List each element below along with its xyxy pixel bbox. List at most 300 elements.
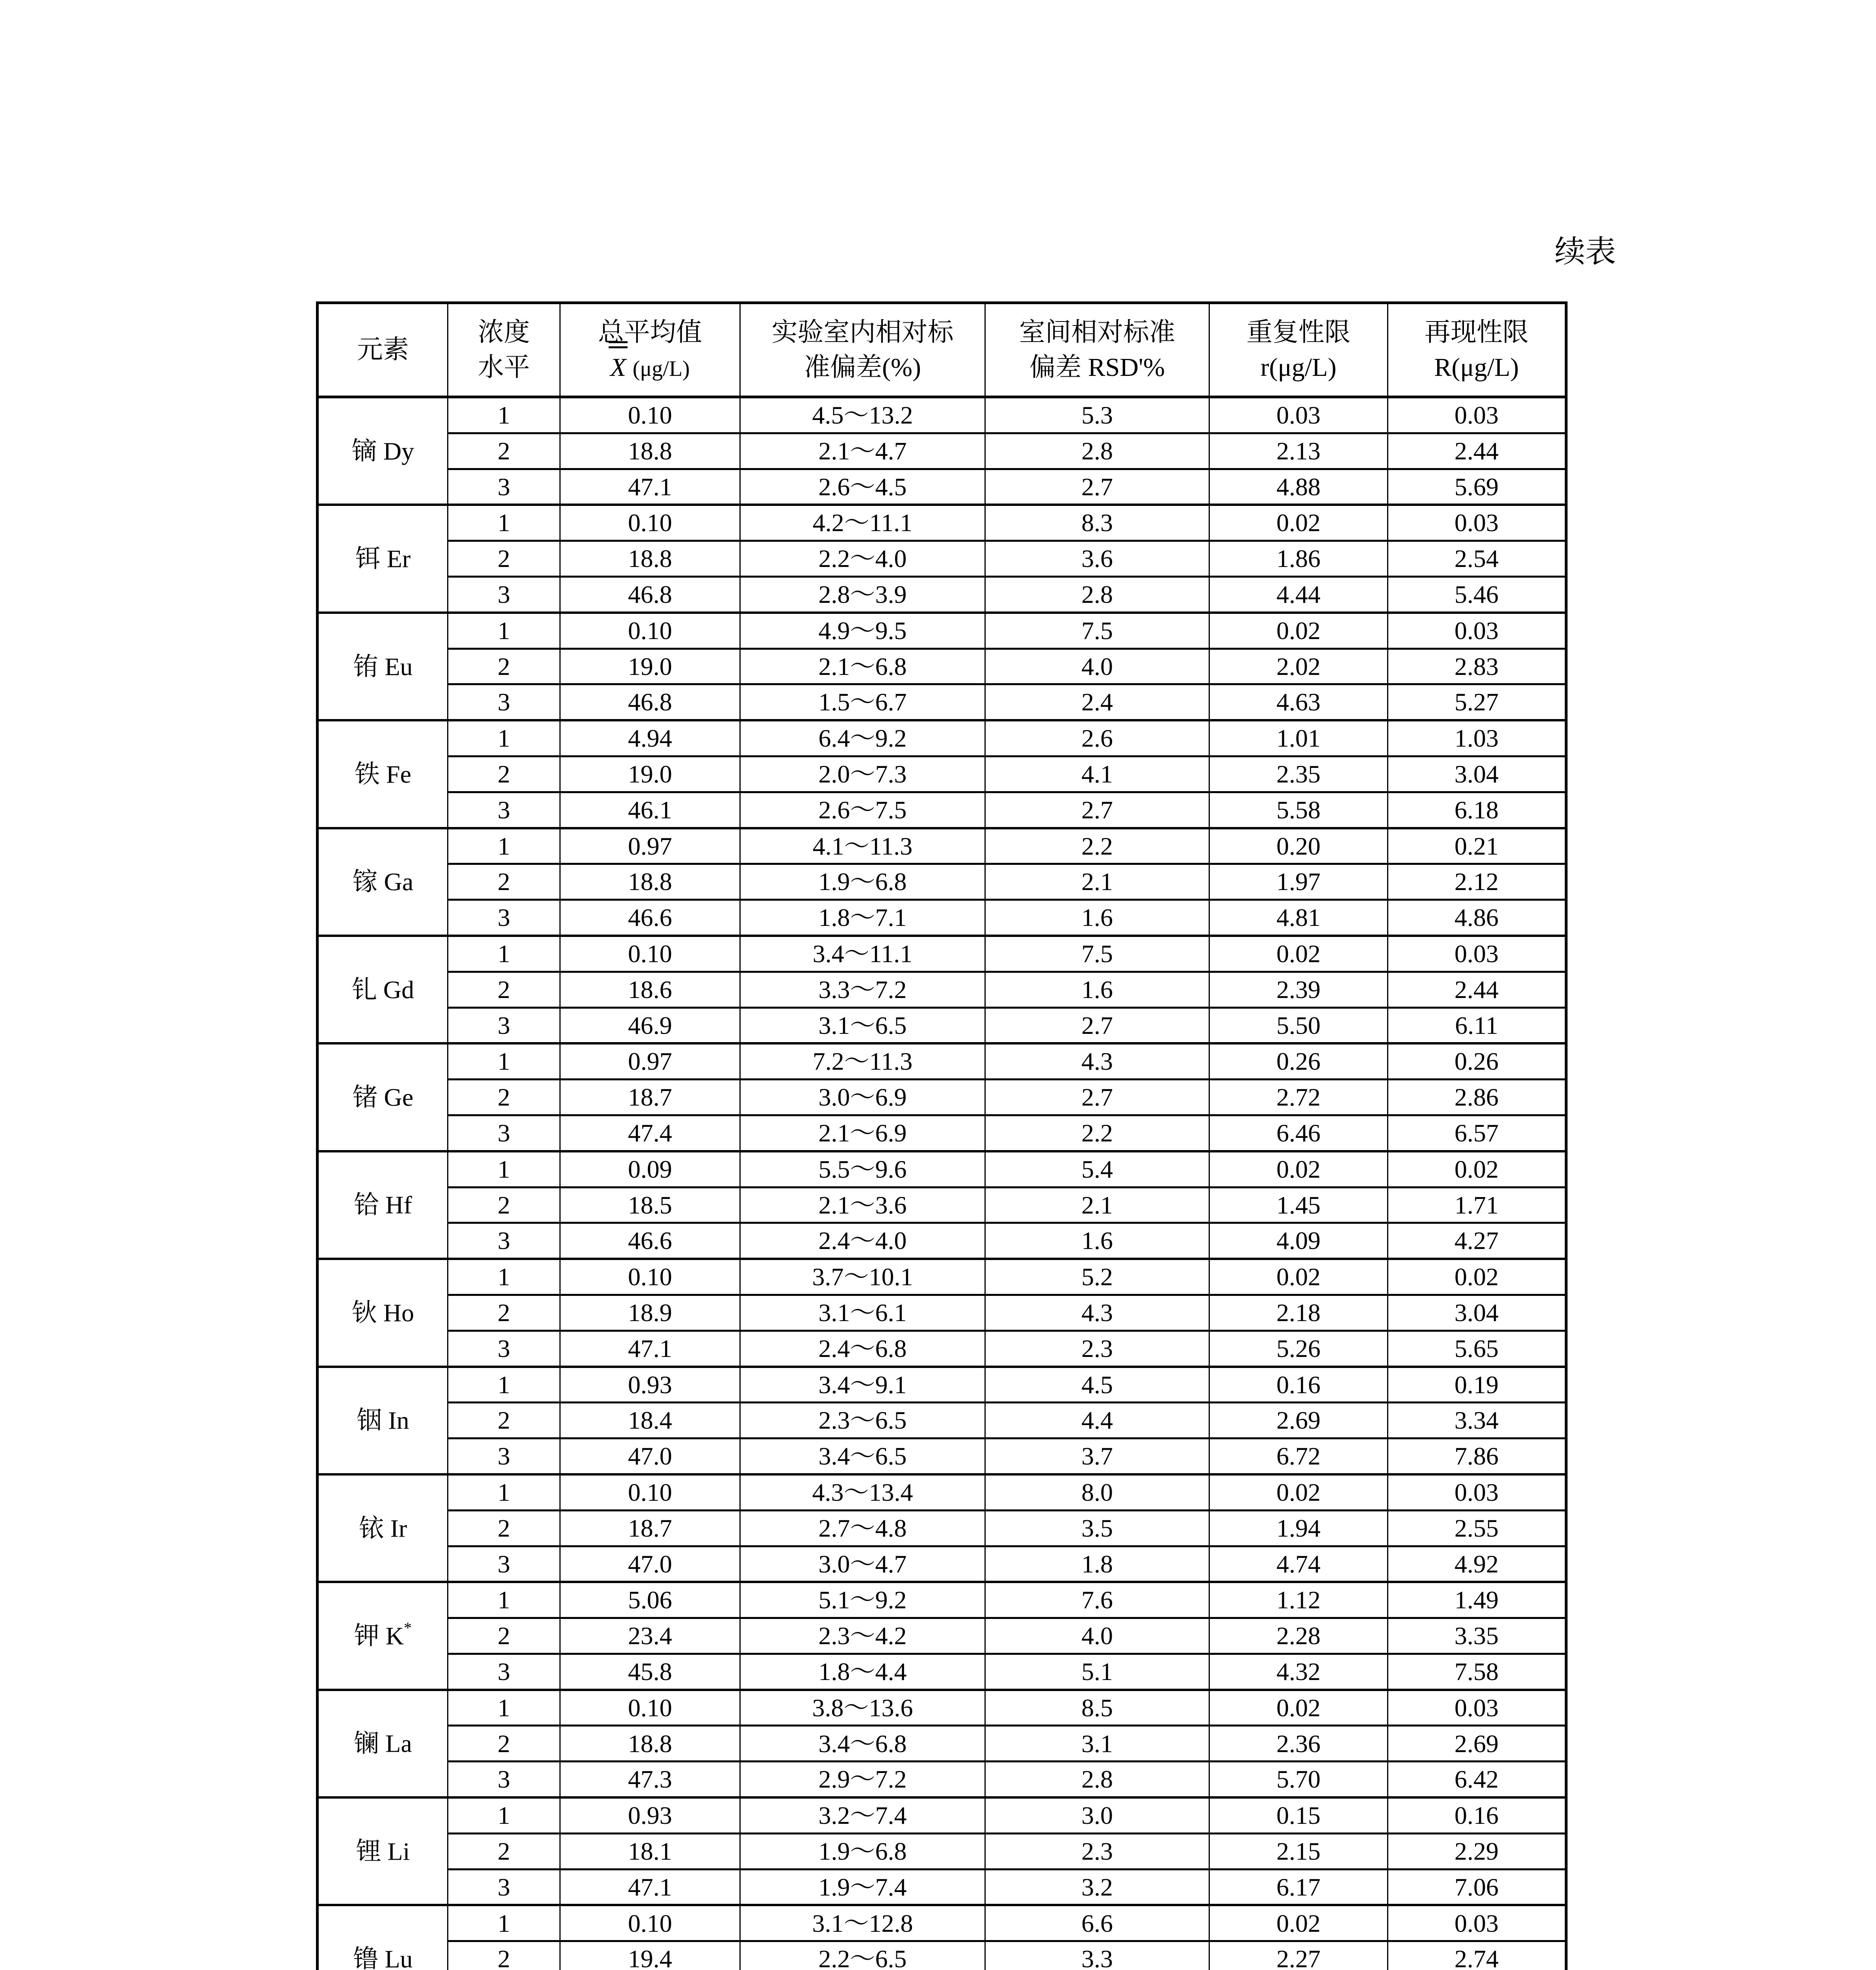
intra-lab-rsd-range: 2.2～6.5 xyxy=(740,1941,985,1970)
repeatability-limit-value: 2.28 xyxy=(1209,1618,1388,1654)
element-name-cell xyxy=(318,1690,448,1797)
element-name-cell xyxy=(318,1474,448,1582)
intra-lab-rsd-range: 2.1～6.8 xyxy=(740,649,985,684)
inter-lab-rsd-value: 5.2 xyxy=(985,1259,1209,1295)
concentration-level: 3 xyxy=(448,576,560,612)
table-row xyxy=(318,1331,1566,1366)
grand-mean-value: 46.8 xyxy=(560,684,740,720)
grand-mean-value: 0.10 xyxy=(560,1259,740,1295)
reproducibility-limit-value: 1.71 xyxy=(1388,1187,1566,1223)
concentration-level: 1 xyxy=(448,720,560,756)
repeatability-limit-value: 0.26 xyxy=(1209,1043,1388,1079)
inter-lab-rsd-value: 3.6 xyxy=(985,541,1209,577)
inter-lab-rsd-value: 2.3 xyxy=(985,1833,1209,1869)
table-row xyxy=(318,756,1566,792)
intra-lab-rsd-range: 3.7～10.1 xyxy=(740,1259,985,1295)
intra-lab-rsd-range: 2.0～7.3 xyxy=(740,756,985,792)
element-name: 钆 Gd xyxy=(351,976,414,1004)
reproducibility-limit-value: 2.74 xyxy=(1388,1941,1566,1970)
grand-mean-value: 47.0 xyxy=(560,1438,740,1474)
table-row xyxy=(318,505,1566,541)
grand-mean-value: 0.10 xyxy=(560,397,740,433)
repeatability-limit-value: 2.27 xyxy=(1209,1941,1388,1970)
header-repeat-line2: r(μg/L) xyxy=(1260,353,1337,382)
reproducibility-limit-value: 2.44 xyxy=(1388,972,1566,1007)
concentration-level: 3 xyxy=(448,900,560,936)
element-group xyxy=(318,505,1566,612)
intra-lab-rsd-range: 1.8～4.4 xyxy=(740,1654,985,1689)
inter-lab-rsd-value: 7.6 xyxy=(985,1582,1209,1618)
inter-lab-rsd-value: 4.3 xyxy=(985,1295,1209,1331)
header-level-line2: 水平 xyxy=(478,353,530,382)
reproducibility-limit-value: 2.54 xyxy=(1388,541,1566,577)
header-intra-line1: 实验室内相对标 xyxy=(771,318,954,347)
inter-lab-rsd-value: 5.3 xyxy=(985,397,1209,433)
repeatability-limit-value: 2.02 xyxy=(1209,649,1388,684)
intra-lab-rsd-range: 5.1～9.2 xyxy=(740,1582,985,1618)
reproducibility-limit-value: 0.03 xyxy=(1388,1474,1566,1510)
table-row xyxy=(318,1474,1566,1510)
repeatability-limit-value: 2.69 xyxy=(1209,1403,1388,1438)
grand-mean-value: 5.06 xyxy=(560,1582,740,1618)
repeatability-limit-value: 0.02 xyxy=(1209,1259,1388,1295)
intra-lab-rsd-range: 1.8～7.1 xyxy=(740,900,985,936)
inter-lab-rsd-value: 2.8 xyxy=(985,1762,1209,1797)
grand-mean-value: 46.8 xyxy=(560,576,740,612)
grand-mean-value: 18.5 xyxy=(560,1187,740,1223)
concentration-level: 1 xyxy=(448,1151,560,1187)
element-name-cell xyxy=(318,505,448,612)
element-name-cell xyxy=(318,1797,448,1905)
intra-lab-rsd-range: 3.0～4.7 xyxy=(740,1546,985,1582)
header-reprod-line2: R(μg/L) xyxy=(1434,353,1519,382)
inter-lab-rsd-value: 3.1 xyxy=(985,1726,1209,1762)
concentration-level: 3 xyxy=(448,1115,560,1151)
inter-lab-rsd-value: 4.4 xyxy=(985,1403,1209,1438)
table-row xyxy=(318,1510,1566,1546)
reproducibility-limit-value: 0.03 xyxy=(1388,505,1566,541)
header-level xyxy=(448,303,560,397)
precision-data-table xyxy=(316,301,1568,1970)
element-name-cell xyxy=(318,1259,448,1366)
element-group xyxy=(318,1043,1566,1151)
grand-mean-value: 47.1 xyxy=(560,1331,740,1366)
reproducibility-limit-value: 3.04 xyxy=(1388,1295,1566,1331)
inter-lab-rsd-value: 2.2 xyxy=(985,828,1209,864)
repeatability-limit-value: 4.44 xyxy=(1209,576,1388,612)
element-name: 钬 Ho xyxy=(351,1299,414,1327)
element-group xyxy=(318,720,1566,828)
inter-lab-rsd-value: 3.5 xyxy=(985,1510,1209,1546)
reproducibility-limit-value: 2.86 xyxy=(1388,1080,1566,1115)
grand-mean-value: 18.9 xyxy=(560,1295,740,1331)
table-row xyxy=(318,1438,1566,1474)
grand-mean-value: 45.8 xyxy=(560,1654,740,1689)
inter-lab-rsd-value: 1.6 xyxy=(985,1223,1209,1259)
table-row xyxy=(318,649,1566,684)
inter-lab-rsd-value: 1.6 xyxy=(985,900,1209,936)
reproducibility-limit-value: 0.03 xyxy=(1388,1690,1566,1726)
table-row xyxy=(318,1187,1566,1223)
table-row xyxy=(318,1223,1566,1259)
repeatability-limit-value: 5.58 xyxy=(1209,792,1388,828)
reproducibility-limit-value: 5.69 xyxy=(1388,469,1566,505)
repeatability-limit-value: 0.20 xyxy=(1209,828,1388,864)
grand-mean-value: 18.4 xyxy=(560,1403,740,1438)
table-row xyxy=(318,1115,1566,1151)
element-name-cell xyxy=(318,613,448,720)
concentration-level: 2 xyxy=(448,1726,560,1762)
reproducibility-limit-value: 7.06 xyxy=(1388,1869,1566,1905)
table-row xyxy=(318,1797,1566,1833)
table-row xyxy=(318,936,1566,972)
concentration-level: 3 xyxy=(448,1654,560,1689)
reproducibility-limit-value: 2.12 xyxy=(1388,864,1566,900)
reproducibility-limit-value: 0.03 xyxy=(1388,936,1566,972)
grand-mean-value: 46.6 xyxy=(560,1223,740,1259)
element-name: 铟 In xyxy=(357,1406,409,1435)
reproducibility-limit-value: 0.26 xyxy=(1388,1043,1566,1079)
concentration-level: 1 xyxy=(448,828,560,864)
element-name: 铒 Er xyxy=(355,545,411,573)
concentration-level: 2 xyxy=(448,1618,560,1654)
reproducibility-limit-value: 2.83 xyxy=(1388,649,1566,684)
footnote-asterisk: * xyxy=(404,1619,412,1637)
repeatability-limit-value: 4.63 xyxy=(1209,684,1388,720)
table-row xyxy=(318,1690,1566,1726)
header-level-line1: 浓度 xyxy=(478,318,530,347)
inter-lab-rsd-value: 4.0 xyxy=(985,649,1209,684)
concentration-level: 3 xyxy=(448,1223,560,1259)
grand-mean-value: 46.6 xyxy=(560,900,740,936)
concentration-level: 3 xyxy=(448,1331,560,1366)
repeatability-limit-value: 4.09 xyxy=(1209,1223,1388,1259)
table-row xyxy=(318,972,1566,1007)
reproducibility-limit-value: 0.02 xyxy=(1388,1259,1566,1295)
concentration-level: 1 xyxy=(448,397,560,433)
table-row xyxy=(318,613,1566,649)
repeatability-limit-value: 0.02 xyxy=(1209,1690,1388,1726)
reproducibility-limit-value: 5.65 xyxy=(1388,1331,1566,1366)
inter-lab-rsd-value: 2.7 xyxy=(985,792,1209,828)
grand-mean-value: 46.9 xyxy=(560,1007,740,1043)
concentration-level: 2 xyxy=(448,1403,560,1438)
table-row xyxy=(318,1869,1566,1905)
reproducibility-limit-value: 4.92 xyxy=(1388,1546,1566,1582)
inter-lab-rsd-value: 4.0 xyxy=(985,1618,1209,1654)
intra-lab-rsd-range: 3.1～12.8 xyxy=(740,1905,985,1941)
intra-lab-rsd-range: 2.2～4.0 xyxy=(740,541,985,577)
grand-mean-value: 0.10 xyxy=(560,613,740,649)
reproducibility-limit-value: 2.69 xyxy=(1388,1726,1566,1762)
repeatability-limit-value: 2.15 xyxy=(1209,1833,1388,1869)
repeatability-limit-value: 2.18 xyxy=(1209,1295,1388,1331)
grand-mean-value: 0.09 xyxy=(560,1151,740,1187)
inter-lab-rsd-value: 2.8 xyxy=(985,433,1209,469)
table-row xyxy=(318,1546,1566,1582)
repeatability-limit-value: 1.12 xyxy=(1209,1582,1388,1618)
table-row xyxy=(318,1833,1566,1869)
inter-lab-rsd-value: 8.5 xyxy=(985,1690,1209,1726)
intra-lab-rsd-range: 2.9～7.2 xyxy=(740,1762,985,1797)
concentration-level: 1 xyxy=(448,505,560,541)
repeatability-limit-value: 1.86 xyxy=(1209,541,1388,577)
concentration-level: 3 xyxy=(448,1546,560,1582)
intra-lab-rsd-range: 2.4～6.8 xyxy=(740,1331,985,1366)
grand-mean-value: 18.8 xyxy=(560,541,740,577)
table-row xyxy=(318,1618,1566,1654)
element-name: 铕 Eu xyxy=(353,652,413,680)
table-row xyxy=(318,792,1566,828)
intra-lab-rsd-range: 4.2～11.1 xyxy=(740,505,985,541)
grand-mean-value: 0.10 xyxy=(560,1905,740,1941)
inter-lab-rsd-value: 2.2 xyxy=(985,1115,1209,1151)
element-name: 铁 Fe xyxy=(355,760,411,788)
concentration-level: 1 xyxy=(448,1905,560,1941)
concentration-level: 2 xyxy=(448,1295,560,1331)
grand-mean-value: 47.1 xyxy=(560,1869,740,1905)
grand-mean-value: 47.1 xyxy=(560,469,740,505)
table-row xyxy=(318,1295,1566,1331)
repeatability-limit-value: 2.13 xyxy=(1209,433,1388,469)
element-name: 镥 Lu xyxy=(353,1945,413,1970)
concentration-level: 2 xyxy=(448,756,560,792)
concentration-level: 3 xyxy=(448,1762,560,1797)
grand-mean-value: 18.7 xyxy=(560,1080,740,1115)
inter-lab-rsd-value: 4.3 xyxy=(985,1043,1209,1079)
intra-lab-rsd-range: 5.5～9.6 xyxy=(740,1151,985,1187)
inter-lab-rsd-value: 1.6 xyxy=(985,972,1209,1007)
inter-lab-rsd-value: 2.7 xyxy=(985,1080,1209,1115)
intra-lab-rsd-range: 3.4～6.8 xyxy=(740,1726,985,1762)
reproducibility-limit-value: 1.49 xyxy=(1388,1582,1566,1618)
grand-mean-value: 0.10 xyxy=(560,936,740,972)
header-element xyxy=(318,303,448,397)
repeatability-limit-value: 5.50 xyxy=(1209,1007,1388,1043)
repeatability-limit-value: 4.32 xyxy=(1209,1654,1388,1689)
repeatability-limit-value: 6.46 xyxy=(1209,1115,1388,1151)
inter-lab-rsd-value: 3.3 xyxy=(985,1941,1209,1970)
reproducibility-limit-value: 7.58 xyxy=(1388,1654,1566,1689)
intra-lab-rsd-range: 6.4～9.2 xyxy=(740,720,985,756)
table-row xyxy=(318,1905,1566,1941)
table-row xyxy=(318,1403,1566,1438)
reproducibility-limit-value: 4.86 xyxy=(1388,900,1566,936)
element-name: 铱 Ir xyxy=(358,1514,407,1542)
repeatability-limit-value: 6.72 xyxy=(1209,1438,1388,1474)
table-row xyxy=(318,1726,1566,1762)
grand-mean-value: 4.94 xyxy=(560,720,740,756)
inter-lab-rsd-value: 8.3 xyxy=(985,505,1209,541)
intra-lab-rsd-range: 4.9～9.5 xyxy=(740,613,985,649)
concentration-level: 2 xyxy=(448,864,560,900)
reproducibility-limit-value: 3.35 xyxy=(1388,1618,1566,1654)
repeatability-limit-value: 0.02 xyxy=(1209,1151,1388,1187)
repeatability-limit-value: 0.02 xyxy=(1209,936,1388,972)
inter-lab-rsd-value: 3.7 xyxy=(985,1438,1209,1474)
header-repeatability-limit xyxy=(1209,303,1388,397)
table-row xyxy=(318,864,1566,900)
element-name: 镓 Ga xyxy=(352,868,414,896)
concentration-level: 1 xyxy=(448,1582,560,1618)
element-name-cell xyxy=(318,397,448,505)
repeatability-limit-value: 2.35 xyxy=(1209,756,1388,792)
reproducibility-limit-value: 1.03 xyxy=(1388,720,1566,756)
reproducibility-limit-value: 6.11 xyxy=(1388,1007,1566,1043)
header-intra-lab-rsd xyxy=(740,303,985,397)
intra-lab-rsd-range: 4.1～11.3 xyxy=(740,828,985,864)
table-row xyxy=(318,1007,1566,1043)
inter-lab-rsd-value: 3.0 xyxy=(985,1797,1209,1833)
intra-lab-rsd-range: 3.8～13.6 xyxy=(740,1690,985,1726)
element-name-cell xyxy=(318,1043,448,1151)
concentration-level: 1 xyxy=(448,1043,560,1079)
table-row xyxy=(318,828,1566,864)
inter-lab-rsd-value: 4.1 xyxy=(985,756,1209,792)
header-reprod-line1: 再现性限 xyxy=(1425,318,1529,347)
repeatability-limit-value: 1.01 xyxy=(1209,720,1388,756)
element-name: 锂 Li xyxy=(356,1837,410,1866)
element-group xyxy=(318,1690,1566,1797)
inter-lab-rsd-value: 2.8 xyxy=(985,576,1209,612)
intra-lab-rsd-range: 2.6～7.5 xyxy=(740,792,985,828)
intra-lab-rsd-range: 2.3～4.2 xyxy=(740,1618,985,1654)
element-group xyxy=(318,936,1566,1043)
grand-mean-value: 18.1 xyxy=(560,1833,740,1869)
concentration-level: 3 xyxy=(448,1869,560,1905)
intra-lab-rsd-range: 1.9～6.8 xyxy=(740,864,985,900)
intra-lab-rsd-range: 2.8～3.9 xyxy=(740,576,985,612)
reproducibility-limit-value: 6.42 xyxy=(1388,1762,1566,1797)
concentration-level: 2 xyxy=(448,649,560,684)
grand-mean-value: 0.10 xyxy=(560,505,740,541)
reproducibility-limit-value: 5.27 xyxy=(1388,684,1566,720)
grand-mean-value: 47.4 xyxy=(560,1115,740,1151)
concentration-level: 2 xyxy=(448,541,560,577)
repeatability-limit-value: 2.36 xyxy=(1209,1726,1388,1762)
element-group xyxy=(318,1582,1566,1689)
inter-lab-rsd-value: 1.8 xyxy=(985,1546,1209,1582)
element-name-cell xyxy=(318,1367,448,1474)
repeatability-limit-value: 5.70 xyxy=(1209,1762,1388,1797)
concentration-level: 1 xyxy=(448,936,560,972)
header-mean xyxy=(560,303,740,397)
intra-lab-rsd-range: 1.9～7.4 xyxy=(740,1869,985,1905)
reproducibility-limit-value: 0.16 xyxy=(1388,1797,1566,1833)
table-row xyxy=(318,1043,1566,1079)
intra-lab-rsd-range: 2.1～3.6 xyxy=(740,1187,985,1223)
reproducibility-limit-value: 6.57 xyxy=(1388,1115,1566,1151)
element-name-cell xyxy=(318,1151,448,1259)
intra-lab-rsd-range: 4.5～13.2 xyxy=(740,397,985,433)
header-mean-line1: 总平均值 xyxy=(598,318,702,347)
header-inter-lab-rsd xyxy=(985,303,1209,397)
reproducibility-limit-value: 2.55 xyxy=(1388,1510,1566,1546)
concentration-level: 2 xyxy=(448,1510,560,1546)
table-row xyxy=(318,541,1566,577)
grand-mean-value: 19.4 xyxy=(560,1941,740,1970)
reproducibility-limit-value: 5.46 xyxy=(1388,576,1566,612)
grand-mean-value: 0.93 xyxy=(560,1797,740,1833)
grand-mean-value: 47.3 xyxy=(560,1762,740,1797)
header-reproducibility-limit xyxy=(1388,303,1566,397)
concentration-level: 2 xyxy=(448,1833,560,1869)
repeatability-limit-value: 4.81 xyxy=(1209,900,1388,936)
reproducibility-limit-value: 0.03 xyxy=(1388,613,1566,649)
continued-table-label: 续表 xyxy=(1554,234,1616,269)
inter-lab-rsd-value: 2.3 xyxy=(985,1331,1209,1366)
element-name: 镝 Dy xyxy=(351,437,414,465)
reproducibility-limit-value: 3.04 xyxy=(1388,756,1566,792)
intra-lab-rsd-range: 2.1～4.7 xyxy=(740,433,985,469)
repeatability-limit-value: 4.88 xyxy=(1209,469,1388,505)
grand-mean-value: 0.10 xyxy=(560,1474,740,1510)
repeatability-limit-value: 0.15 xyxy=(1209,1797,1388,1833)
header-inter-line1: 室间相对标准 xyxy=(1019,318,1175,347)
element-group xyxy=(318,397,1566,505)
inter-lab-rsd-value: 5.1 xyxy=(985,1654,1209,1689)
element-group xyxy=(318,1259,1566,1366)
intra-lab-rsd-range: 3.3～7.2 xyxy=(740,972,985,1007)
table-row xyxy=(318,1654,1566,1689)
element-name: 铪 Hf xyxy=(354,1191,412,1219)
intra-lab-rsd-range: 1.9～6.8 xyxy=(740,1833,985,1869)
intra-lab-rsd-range: 2.3～6.5 xyxy=(740,1403,985,1438)
concentration-level: 1 xyxy=(448,1474,560,1510)
table-row xyxy=(318,397,1566,433)
grand-mean-value: 18.6 xyxy=(560,972,740,1007)
repeatability-limit-value: 0.02 xyxy=(1209,613,1388,649)
concentration-level: 2 xyxy=(448,1941,560,1970)
table-row xyxy=(318,1762,1566,1797)
inter-lab-rsd-value: 2.7 xyxy=(985,1007,1209,1043)
concentration-level: 2 xyxy=(448,1080,560,1115)
concentration-level: 3 xyxy=(448,792,560,828)
reproducibility-limit-value: 7.86 xyxy=(1388,1438,1566,1474)
repeatability-limit-value: 5.26 xyxy=(1209,1331,1388,1366)
element-group xyxy=(318,1474,1566,1582)
inter-lab-rsd-value: 2.1 xyxy=(985,1187,1209,1223)
repeatability-limit-value: 0.02 xyxy=(1209,1474,1388,1510)
repeatability-limit-value: 1.94 xyxy=(1209,1510,1388,1546)
table-row xyxy=(318,720,1566,756)
table-row xyxy=(318,469,1566,505)
grand-mean-value: 0.10 xyxy=(560,1690,740,1726)
table-header xyxy=(318,303,1566,397)
table-row xyxy=(318,900,1566,936)
intra-lab-rsd-range: 4.3～13.4 xyxy=(740,1474,985,1510)
reproducibility-limit-value: 0.03 xyxy=(1388,397,1566,433)
repeatability-limit-value: 1.45 xyxy=(1209,1187,1388,1223)
intra-lab-rsd-range: 3.2～7.4 xyxy=(740,1797,985,1833)
concentration-level: 1 xyxy=(448,1797,560,1833)
grand-mean-value: 23.4 xyxy=(560,1618,740,1654)
header-intra-line2: 准偏差(%) xyxy=(804,353,921,382)
grand-mean-value: 19.0 xyxy=(560,756,740,792)
element-name-cell xyxy=(318,828,448,936)
intra-lab-rsd-range: 3.1～6.5 xyxy=(740,1007,985,1043)
grand-mean-value: 0.93 xyxy=(560,1367,740,1403)
table-row xyxy=(318,684,1566,720)
table-row xyxy=(318,576,1566,612)
concentration-level: 3 xyxy=(448,469,560,505)
repeatability-limit-value: 0.02 xyxy=(1209,1905,1388,1941)
inter-lab-rsd-value: 2.1 xyxy=(985,864,1209,900)
grand-mean-value: 19.0 xyxy=(560,649,740,684)
element-group xyxy=(318,828,1566,936)
grand-mean-value: 18.8 xyxy=(560,433,740,469)
concentration-level: 1 xyxy=(448,1690,560,1726)
